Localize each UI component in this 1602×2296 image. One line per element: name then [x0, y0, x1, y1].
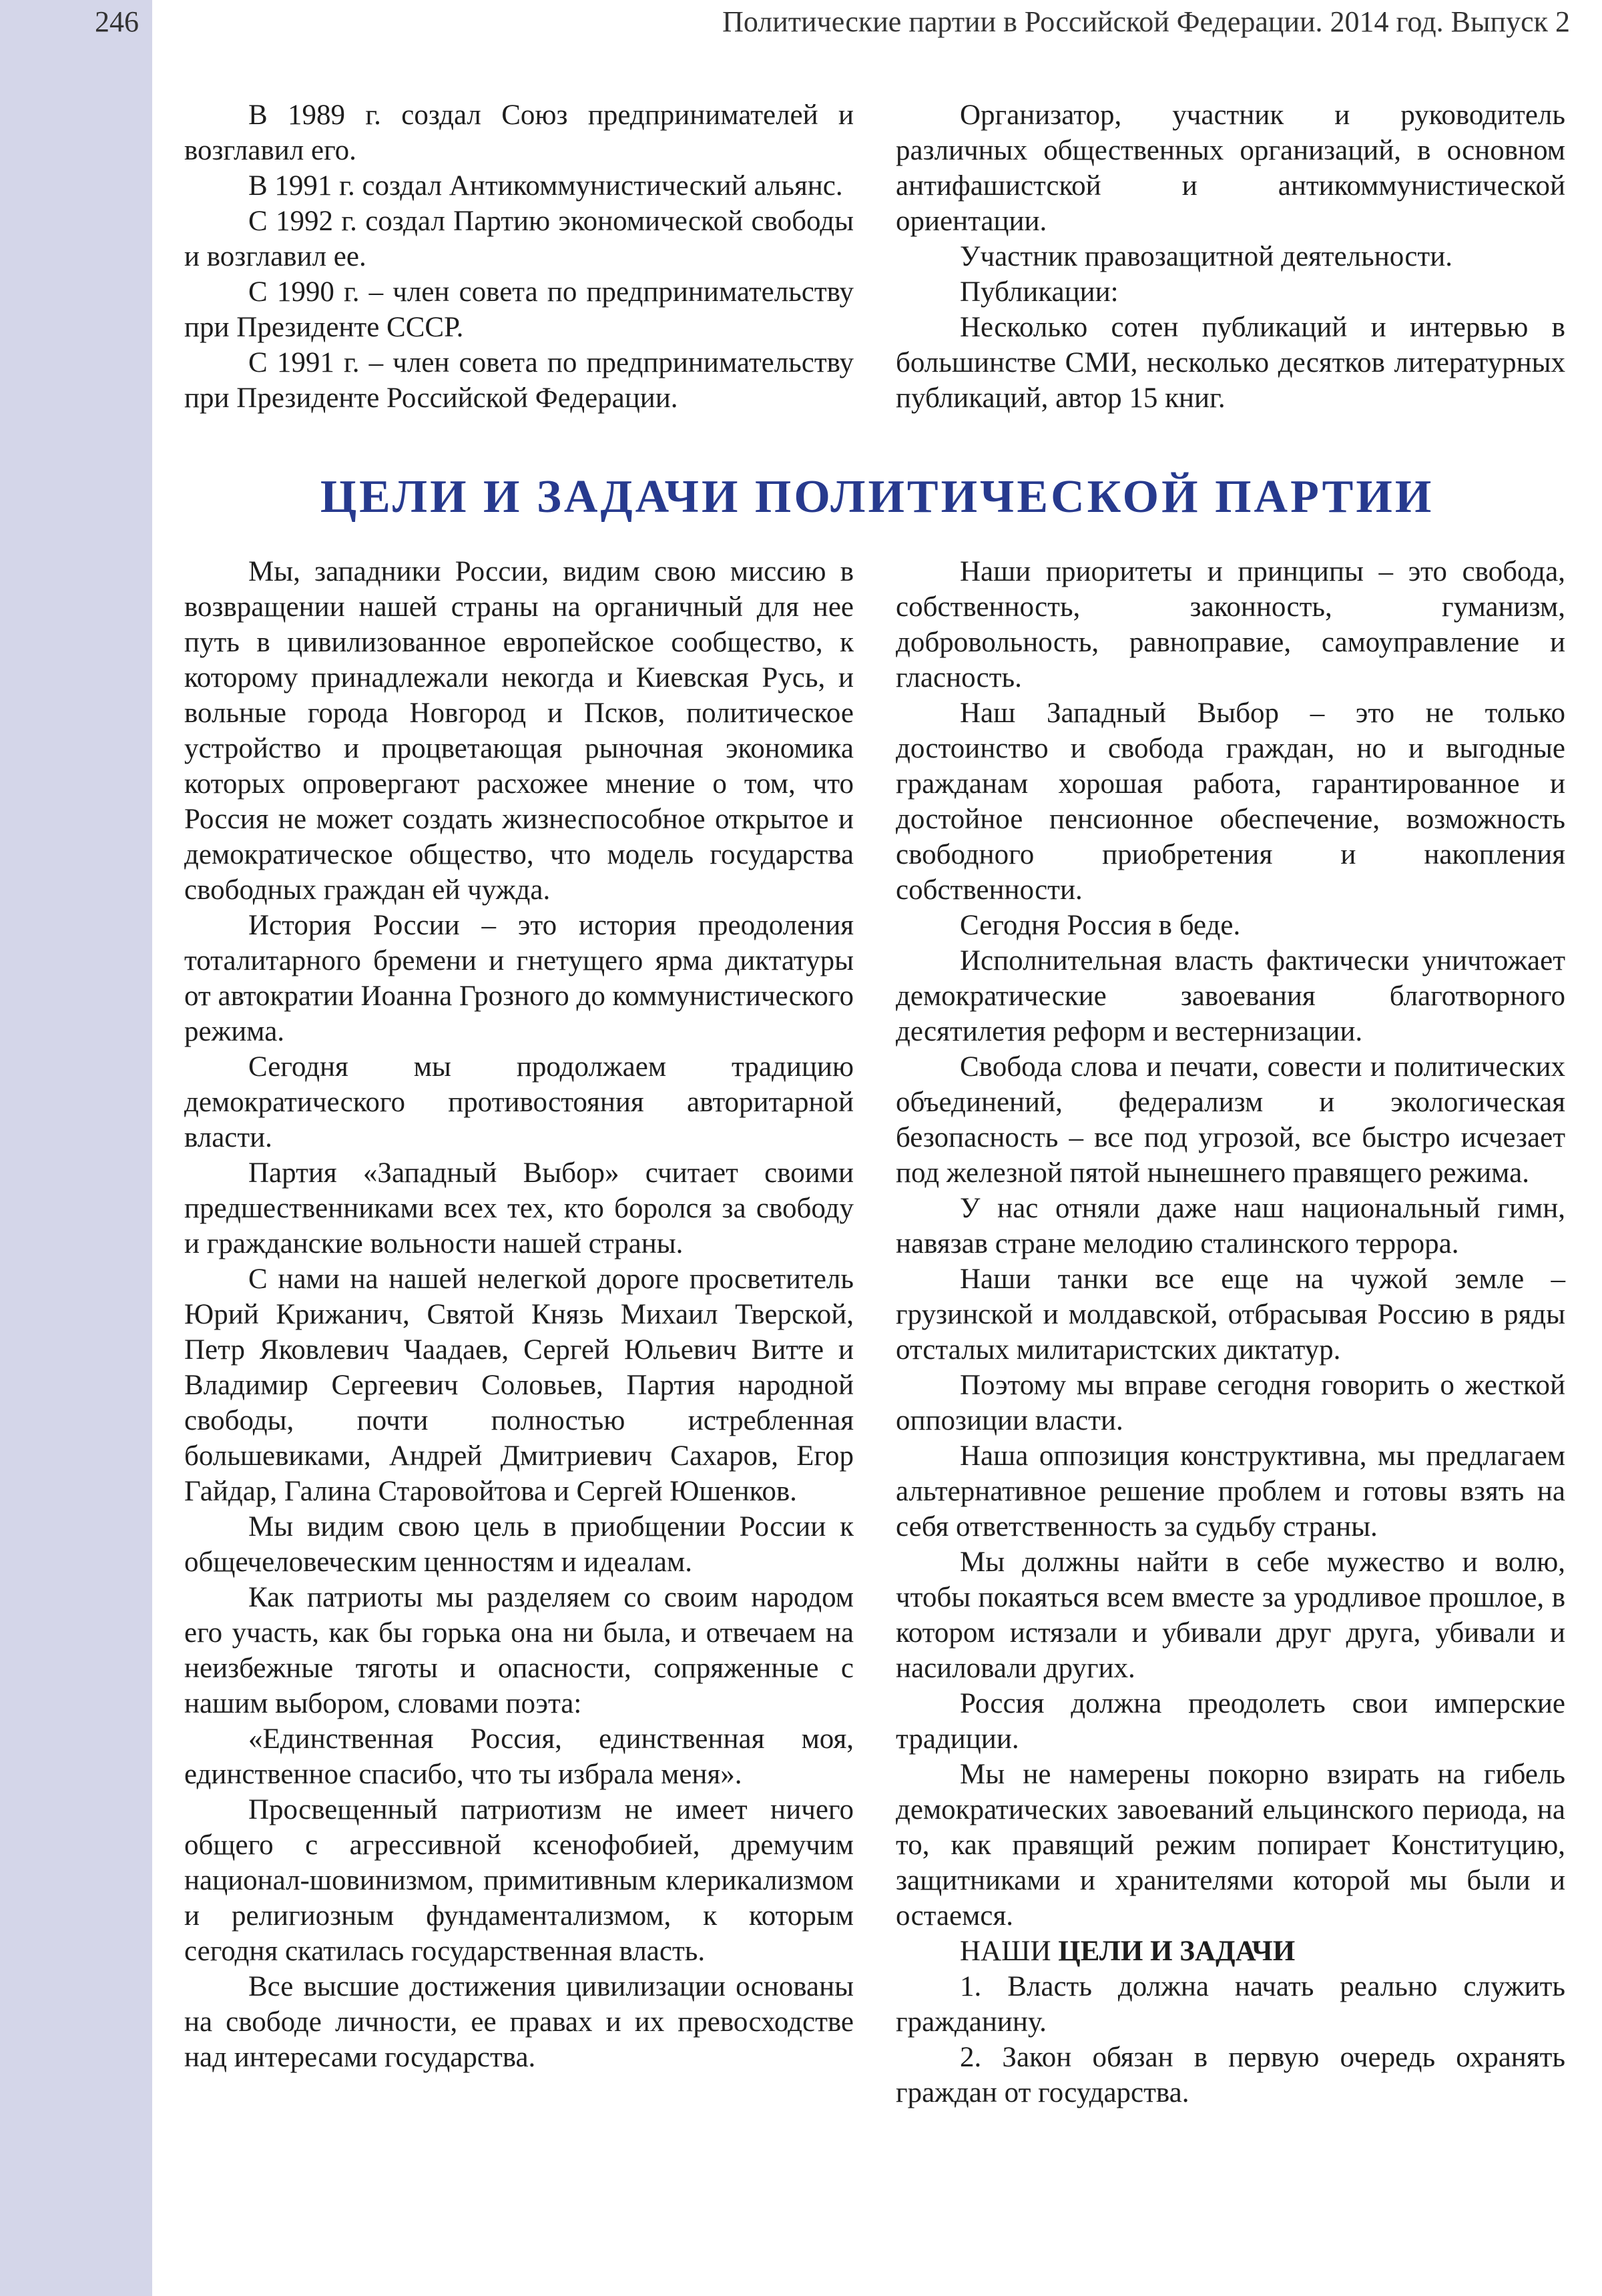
- paragraph: Сегодня Россия в беде.: [960, 910, 1241, 941]
- goals-subheading-prefix: НАШИ: [960, 1936, 1059, 1967]
- paragraph: Мы видим свою цель в приобщении России к общечеловеческим ценностям и идеалам.: [184, 1511, 854, 1578]
- paragraph: У нас отняли даже наш национальный гимн, навязав стране мелодию сталинского террора.: [896, 1193, 1565, 1259]
- margin-side-strip: [0, 0, 152, 2296]
- paragraph: С 1992 г. создал Партию экономической свободы и возглавил ее.: [184, 206, 854, 272]
- main-right-column: [896, 554, 1565, 2110]
- goal-item: 2. Закон обязан в первую очередь охранять граждан от государства.: [896, 2042, 1565, 2108]
- paragraph: Сегодня мы продолжаем традицию демократического противостояния авторитарной власти.: [184, 1051, 854, 1153]
- paragraph: Наш Западный Выбор – это не только достоинство и свобода граждан, но и выгодные гражданам хорошая работа, гарантированное и достойное пенсионное обеспечение, возможность свободного приобретения и накопления собственности.: [896, 697, 1565, 906]
- paragraph: Наши танки все еще на чужой земле – грузинской и молдавской, отбрасывая Россию в ряды отсталых милитаристских диктатур.: [896, 1263, 1565, 1366]
- goals-subheading: [896, 1934, 1565, 1969]
- main-left-column: [184, 554, 854, 2075]
- paragraph: История России – это история преодоления тоталитарного бремени и гнетущего ярма диктатуры от автократии Иоанна Грозного до коммунистического режима.: [184, 910, 854, 1047]
- paragraph: Поэтому мы вправе сегодня говорить о жесткой оппозиции власти.: [896, 1370, 1565, 1436]
- page-number: 246: [95, 5, 139, 38]
- paragraph: Мы, западники России, видим свою миссию в возвращении нашей страны на органичный для нее путь в цивилизованное европейское сообщество, к которому принадлежали некогда и Киевская Русь, и вольные города Новгород и Псков, политическое устройство и процветающая рыночная экономика которых опровергают расхожее мнение о том, что Россия не может создать жизнеспособное открытое и демократическое общество, что модель государства свободных граждан ей чужда.: [184, 556, 854, 906]
- paragraph: Просвещенный патриотизм не имеет ничего общего с агрессивной ксенофобией, дремучим национал-шовинизмом, примитивным клерикализмом и религиозным фундаментализмом, к которым сегодня скатилась государственная власть.: [184, 1794, 854, 1967]
- paragraph: Мы должны найти в себе мужество и волю, чтобы покаяться всем вместе за уродливое прошлое, в котором истязали и убивали друг друга, убивали и насиловали других.: [896, 1546, 1565, 1684]
- paragraph: Свобода слова и печати, совести и политических объединений, федерализм и экологическая безопасность – все под угрозой, все быстро исчезает под железной пятой нынешнего правящего режима.: [896, 1051, 1565, 1189]
- top-left-column: [184, 97, 854, 416]
- paragraph: С 1991 г. – член совета по предпринимательству при Президенте Российской Федерации.: [184, 347, 854, 414]
- paragraph: Россия должна преодолеть свои имперские традиции.: [896, 1688, 1565, 1755]
- section-title: ЦЕЛИ И ЗАДАЧИ ПОЛИТИЧЕСКОЙ ПАРТИИ: [320, 471, 1434, 523]
- paragraph: Публикации:: [960, 276, 1119, 308]
- paragraph: Наши приоритеты и принципы – это свобода, собственность, законность, гуманизм, добровольность, равноправие, самоуправление и гласность.: [896, 556, 1565, 693]
- goal-item: 1. Власть должна начать реально служить гражданину.: [896, 1971, 1565, 2038]
- paragraph: В 1989 г. создал Союз предпринимателей и возглавил его.: [184, 99, 854, 166]
- poem-quote: «Единственная Россия, единственная моя, единственное спасибо, что ты избрала меня».: [184, 1723, 854, 1790]
- paragraph: Организатор, участник и руководитель различных общественных организаций, в основном антифашистской и антикоммунистической ориентации.: [896, 99, 1565, 237]
- top-right-column: [896, 97, 1565, 416]
- paragraph: Партия «Западный Выбор» считает своими предшественниками всех тех, кто боролся за свободу и гражданские вольности нашей страны.: [184, 1157, 854, 1259]
- paragraph: Наша оппозиция конструктивна, мы предлагаем альтернативное решение проблем и готовы взять на себя ответственность за судьбу страны.: [896, 1440, 1565, 1542]
- paragraph: Мы не намерены покорно взирать на гибель демократических завоеваний ельцинского периода, на то, как правящий режим попирает Конституцию, защитниками и хранителями которой мы были и остаемся.: [896, 1759, 1565, 1932]
- paragraph: С нами на нашей нелегкой дороге просветитель Юрий Крижанич, Святой Князь Михаил Тверской, Петр Яковлевич Чаадаев, Сергей Юльевич Витте и Владимир Сергеевич Соловьев, Партия народной свободы, почти полностью истребленная большевиками, Андрей Дмитриевич Сахаров, Егор Гайдар, Галина Старовойтова и Сергей Юшенков.: [184, 1263, 854, 1507]
- running-title: Политические партии в Российской Федерации. 2014 год. Выпуск 2: [722, 5, 1570, 38]
- paragraph: Как патриоты мы разделяем со своим народом его участь, как бы горька она ни была, и отвечаем на неизбежные тяготы и опасности, сопряженные с нашим выбором, словами поэта:: [184, 1582, 854, 1719]
- paragraph: Несколько сотен публикаций и интервью в большинстве СМИ, несколько десятков литературных публикаций, автор 15 книг.: [896, 312, 1565, 414]
- paragraph: Исполнительная власть фактически уничтожает демократические завоевания благотворного десятилетия реформ и вестернизации.: [896, 945, 1565, 1047]
- paragraph: Участник правозащитной деятельности.: [960, 241, 1452, 272]
- paragraph: С 1990 г. – член совета по предпринимательству при Президенте СССР.: [184, 276, 854, 343]
- paragraph: Все высшие достижения цивилизации основаны на свободе личности, ее правах и их превосходстве над интересами государства.: [184, 1971, 854, 2073]
- goals-subheading-emphasis: ЦЕЛИ И ЗАДАЧИ: [1058, 1936, 1296, 1967]
- paragraph: В 1991 г. создал Антикоммунистический альянс.: [248, 170, 843, 202]
